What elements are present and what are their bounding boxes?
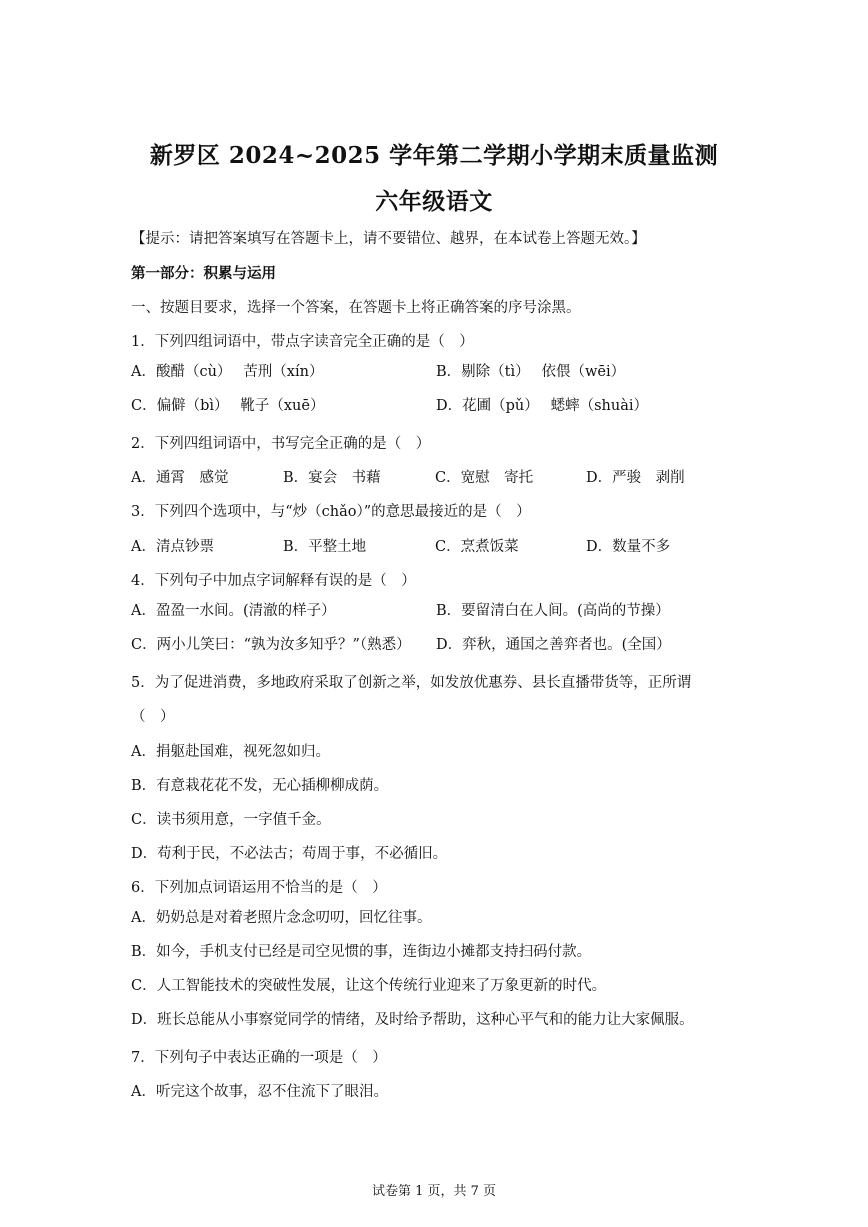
question-5-option-b: B．有意栽花花不发，无心插柳柳成荫。: [131, 778, 389, 794]
section-title: 第一部分：积累与运用: [131, 265, 276, 282]
question-3-option-a: A．清点钞票: [131, 539, 214, 555]
page-footer: 试卷第 1 页，共 7 页: [371, 1184, 497, 1199]
question-6-option-d: D．班长总能从小事察觉同学的情绪，及时给予帮助，这种心平气和的能力让大家佩服。: [131, 1012, 694, 1028]
question-1-stem: 1．下列四组词语中，带点字读音完全正确的是（ ）: [131, 334, 474, 350]
question-4-option-c: C．两小儿笑曰：“孰为汝多知乎？”（熟悉）: [131, 637, 411, 653]
question-4-option-d: D．弈秋，通国之善弈者也。(全国）: [436, 637, 671, 653]
question-2-option-d: D．严骏 剥削: [586, 470, 685, 486]
question-2-option-c: C．宽慰 寄托: [435, 470, 534, 486]
section-instruction: 一、按题目要求，选择一个答案，在答题卡上将正确答案的序号涂黑。: [131, 300, 581, 316]
question-5-option-c: C．读书须用意，一字值千金。: [131, 812, 331, 828]
question-1-option-c: C．偏僻（bì） 靴子（xuē）: [131, 398, 325, 414]
question-3-option-c: C．烹煮饭菜: [435, 539, 519, 555]
exam-title: 新罗区 2024~2025 学年第二学期小学期末质量监测: [149, 142, 719, 169]
question-4-stem: 4．下列句子中加点字词解释有误的是（ ）: [131, 573, 416, 589]
question-6-stem: 6．下列加点词语运用不恰当的是（ ）: [131, 880, 387, 896]
question-5-option-d: D．苟利于民，不必法古；苟周于事，不必循旧。: [131, 846, 448, 862]
question-6-option-a: A．奶奶总是对着老照片念念叨叨，回忆往事。: [131, 910, 432, 926]
question-5-stem: 5．为了促进消费，多地政府采取了创新之举，如发放优惠券、县长直播带货等，正所谓: [131, 675, 692, 691]
question-7-option-a: A．听完这个故事，忍不住流下了眼泪。: [131, 1084, 388, 1100]
question-3-option-b: B．平整土地: [283, 539, 367, 555]
question-1-option-b: B．剔除（tì） 依偎（wēi）: [436, 364, 626, 380]
question-5-option-a: A．捐躯赴国难，视死忽如归。: [131, 744, 330, 760]
question-4-option-b: B．要留清白在人间。(高尚的节操）: [436, 603, 670, 619]
question-6-option-b: B．如今，手机支付已经是司空见惯的事，连街边小摊都支持扫码付款。: [131, 944, 592, 960]
question-1-option-d: D．花圃（pǔ） 蟋蟀（shuài）: [436, 398, 649, 414]
question-6-option-c: C．人工智能技术的突破性发展，让这个传统行业迎来了万象更新的时代。: [131, 978, 607, 994]
question-2-option-b: B．宴会 书藉: [283, 470, 381, 486]
question-5-stem-bracket: （ ）: [131, 709, 175, 725]
exam-subtitle: 六年级语文: [375, 188, 493, 215]
question-1-option-a: A．酸醋（cù） 苦刑（xín）: [131, 364, 324, 380]
question-3-option-d: D．数量不多: [586, 539, 671, 555]
question-7-stem: 7．下列句子中表达正确的一项是（ ）: [131, 1050, 387, 1066]
question-3-stem: 3．下列四个选项中，与“炒（chǎo）”的意思最接近的是（ ）: [131, 504, 531, 520]
question-4-option-a: A．盈盈一水间。(清澈的样子）: [131, 603, 336, 619]
notice-text: 【提示：请把答案填写在答题卡上，请不要错位、越界，在本试卷上答题无效。】: [131, 231, 646, 247]
question-2-stem: 2．下列四组词语中，书写完全正确的是（ ）: [131, 436, 431, 452]
question-2-option-a: A．通霄 感觉: [131, 470, 229, 486]
